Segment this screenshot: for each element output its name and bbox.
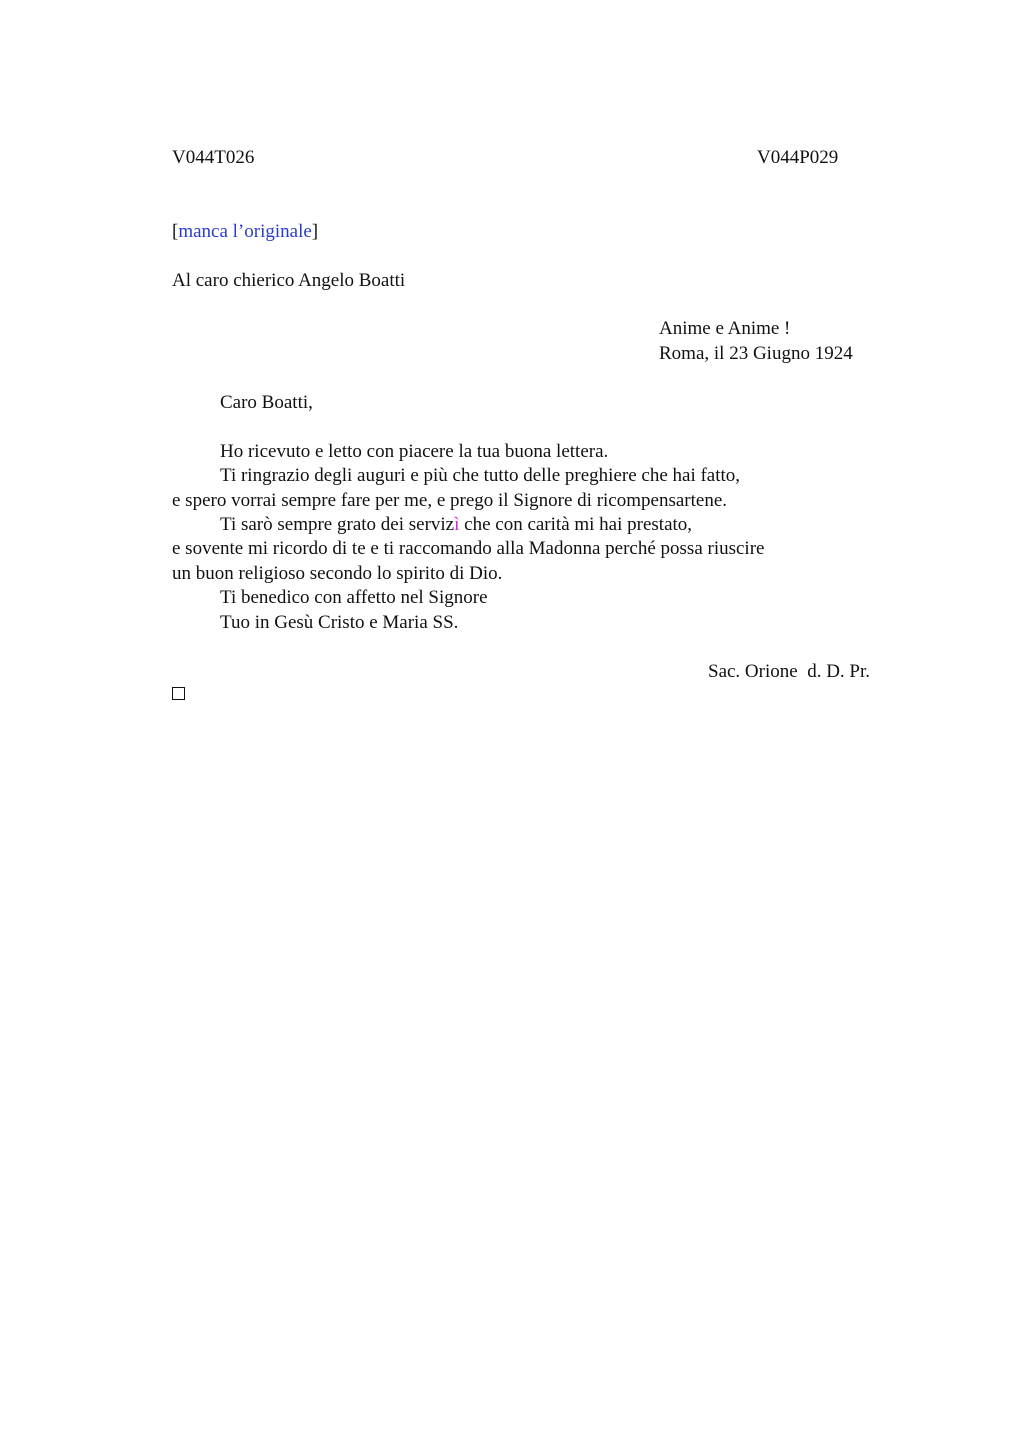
empty-box-glyph: [172, 687, 185, 700]
place-date: Roma, il 23 Giugno 1924: [659, 343, 853, 364]
body-line-4-start: Ti sarò sempre grato dei serviz: [220, 514, 455, 535]
editorial-note: [172, 220, 318, 244]
body-line-4-end: che con carità mi hai prestato,: [459, 514, 693, 535]
salutation: Caro Boatti,: [220, 392, 313, 413]
body-line-4: [220, 513, 692, 537]
closing-line: Tuo in Gesù Cristo e Maria SS.: [220, 612, 459, 633]
document-code-left: V044T026: [172, 147, 255, 168]
body-line-7: Ti benedico con affetto nel Signore: [220, 587, 488, 608]
highlighted-accent: ì: [454, 514, 460, 535]
note-text: manca l’originale: [178, 221, 312, 242]
document-code-right: V044P029: [757, 147, 839, 168]
body-line-6: un buon religioso secondo lo spirito di Dio.: [172, 563, 503, 584]
note-close-bracket: ]: [311, 221, 319, 242]
signature: Sac. Orione d. D. Pr.: [708, 661, 871, 682]
body-line-5: e sovente mi ricordo di te e ti raccomando alla Madonna perché possa riuscire: [172, 538, 765, 559]
body-line-1: Ho ricevuto e letto con piacere la tua buona lettera.: [220, 441, 609, 462]
motto: Anime e Anime !: [659, 318, 791, 339]
recipient-line: Al caro chierico Angelo Boatti: [172, 270, 406, 291]
body-line-2: Ti ringrazio degli auguri e più che tutto delle preghiere che hai fatto,: [220, 465, 741, 486]
note-open-bracket: [: [172, 221, 179, 242]
body-line-3: e spero vorrai sempre fare per me, e prego il Signore di ricompensartene.: [172, 490, 727, 511]
